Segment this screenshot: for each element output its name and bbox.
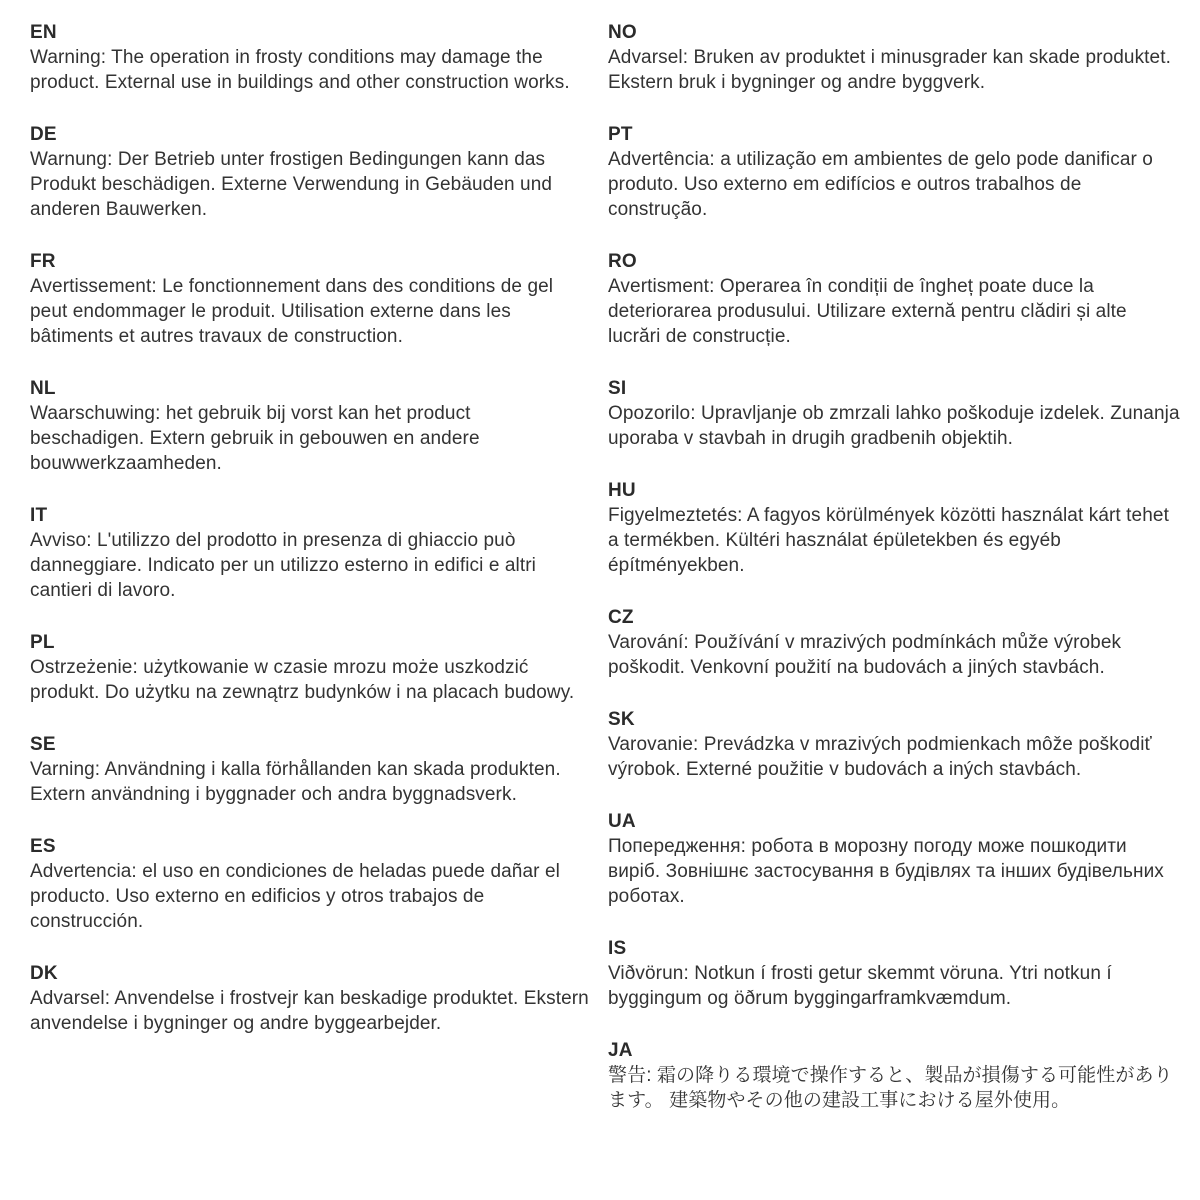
warning-section-de: [30, 122, 590, 222]
language-code-dk: DK: [30, 963, 58, 984]
warning-text-ja: 警告: 霜の降りる環境で操作すると、製品が損傷する可能性があります。 建築物やその他の建設工事における屋外使用。: [608, 1065, 1173, 1111]
warning-section-pl: [30, 630, 590, 705]
warning-text-is: Viðvörun: Notkun í frosti getur skemmt vöruna. Ytri notkun í byggingum og öðrum byggingarframkvæmdum.: [608, 963, 1112, 1009]
warning-text-ro: Avertisment: Operarea în condiții de îngheț poate duce la deteriorarea produsului. Utilizare externă pentru clădiri și alte lucrări de construcție.: [608, 276, 1127, 347]
warning-section-sk: [608, 707, 1180, 782]
warning-text-es: Advertencia: el uso en condiciones de heladas puede dañar el producto. Uso externo en edificios y otros trabajos de construcción.: [30, 861, 560, 932]
warning-section-pt: [608, 122, 1180, 222]
warning-text-pt: Advertência: a utilização em ambientes de gelo pode danificar o produto. Uso externo em edifícios e outros trabalhos de construção.: [608, 149, 1153, 220]
language-code-no: NO: [608, 22, 637, 43]
warning-text-en: Warning: The operation in frosty conditions may damage the product. External use in buildings and other construction works.: [30, 47, 570, 93]
warning-text-se: Varning: Användning i kalla förhållanden kan skada produkten. Extern användning i byggnader och andra byggnadsverk.: [30, 759, 561, 805]
language-code-is: IS: [608, 938, 627, 959]
warning-section-es: [30, 834, 590, 934]
language-code-nl: NL: [30, 378, 56, 399]
warning-text-ua: Попередження: робота в морозну погоду може пошкодити виріб. Зовнішнє застосування в будівлях та інших будівельних роботах.: [608, 836, 1164, 907]
warning-text-sk: Varovanie: Prevádzka v mrazivých podmienkach môže poškodiť výrobok. Externé použitie v budovách a iných stavbách.: [608, 734, 1152, 780]
language-code-fr: FR: [30, 251, 56, 272]
warning-text-pl: Ostrzeżenie: użytkowanie w czasie mrozu może uszkodzić produkt. Do użytku na zewnątrz budynków i na placach budowy.: [30, 657, 575, 703]
warning-section-it: [30, 503, 590, 603]
language-code-se: SE: [30, 734, 56, 755]
language-code-it: IT: [30, 505, 48, 526]
warning-text-no: Advarsel: Bruken av produktet i minusgrader kan skade produktet. Ekstern bruk i bygninger og andre byggverk.: [608, 47, 1171, 93]
warning-text-fr: Avertissement: Le fonctionnement dans des conditions de gel peut endommager le produit. Utilisation externe dans les bâtiments et autres travaux de construction.: [30, 276, 554, 347]
warning-section-si: [608, 376, 1180, 451]
warning-text-nl: Waarschuwing: het gebruik bij vorst kan het product beschadigen. Extern gebruik in gebouwen en andere bouwwerkzaamheden.: [30, 403, 480, 474]
language-code-si: SI: [608, 378, 627, 399]
language-code-ro: RO: [608, 251, 637, 272]
warning-text-de: Warnung: Der Betrieb unter frostigen Bedingungen kann das Produkt beschädigen. Externe Verwendung in Gebäuden und anderen Bauwerken.: [30, 149, 553, 220]
language-code-hu: HU: [608, 480, 636, 501]
warning-text-si: Opozorilo: Upravljanje ob zmrzali lahko poškoduje izdelek. Zunanja uporaba v stavbah in drugih gradbenih objektih.: [608, 403, 1180, 449]
warning-section-ua: [608, 809, 1180, 909]
warning-section-is: [608, 936, 1180, 1011]
language-code-de: DE: [30, 124, 57, 145]
warning-section-cz: [608, 605, 1180, 680]
language-code-es: ES: [30, 836, 56, 857]
language-code-ja: JA: [608, 1040, 633, 1061]
right-column: [608, 20, 1180, 1200]
language-code-ua: UA: [608, 811, 636, 832]
language-code-pt: PT: [608, 124, 633, 145]
language-code-pl: PL: [30, 632, 55, 653]
warning-text-cz: Varování: Používání v mrazivých podmínkách může výrobek poškodit. Venkovní použití na budovách a jiných stavbách.: [608, 632, 1122, 678]
warning-section-nl: [30, 376, 590, 476]
warning-text-hu: Figyelmeztetés: A fagyos körülmények közötti használat kárt tehet a termékben. Kültéri használat épületekben és egyéb építményekben.: [608, 505, 1169, 576]
warning-section-hu: [608, 478, 1180, 578]
warning-section-en: [30, 20, 590, 95]
warning-section-fr: [30, 249, 590, 349]
warning-section-ja: [608, 1038, 1180, 1113]
warning-section-se: [30, 732, 590, 807]
warning-section-no: [608, 20, 1180, 95]
warning-section-ro: [608, 249, 1180, 349]
language-code-en: EN: [30, 22, 57, 43]
warning-text-dk: Advarsel: Anvendelse i frostvejr kan beskadige produktet. Ekstern anvendelse i bygninger og andre byggearbejder.: [30, 988, 589, 1034]
warning-section-dk: [30, 961, 590, 1036]
language-code-cz: CZ: [608, 607, 634, 628]
warning-text-it: Avviso: L'utilizzo del prodotto in presenza di ghiaccio può danneggiare. Indicato per un utilizzo esterno in edifici e altri cantieri di lavoro.: [30, 530, 536, 601]
left-column: [30, 20, 590, 1200]
language-code-sk: SK: [608, 709, 635, 730]
